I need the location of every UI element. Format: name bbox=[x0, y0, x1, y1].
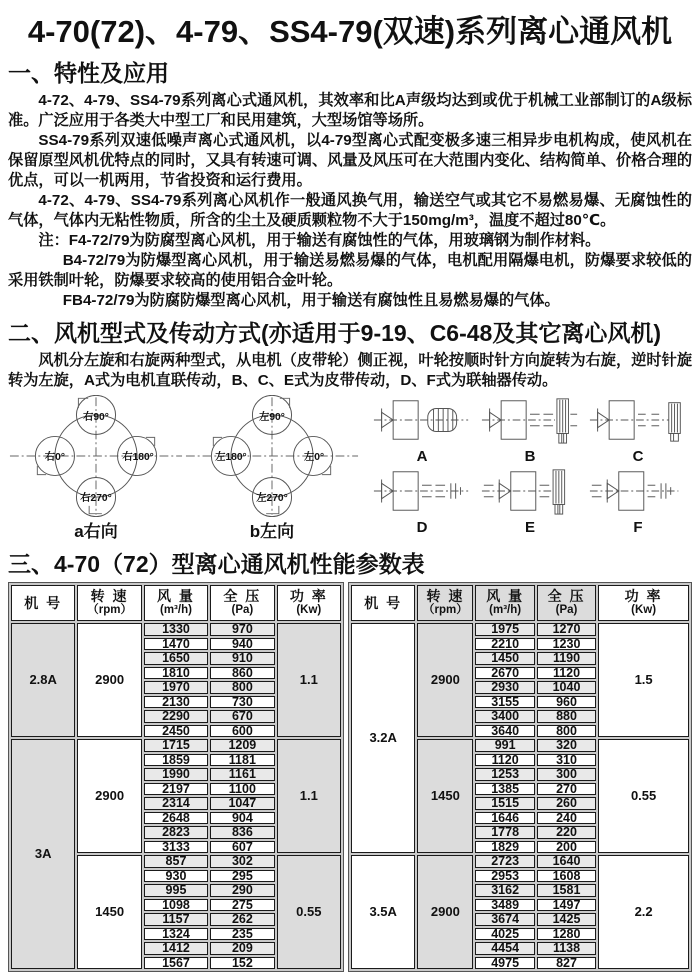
pressure-cell: 1120 bbox=[537, 667, 596, 680]
airflow-cell: 2210 bbox=[475, 638, 534, 651]
pressure-cell: 827 bbox=[537, 957, 596, 970]
angle-label: 左180° bbox=[215, 451, 247, 463]
power-cell: 2.2 bbox=[598, 855, 689, 969]
column-header bbox=[210, 585, 274, 621]
performance-tables bbox=[8, 582, 692, 972]
drive-type-c bbox=[584, 395, 692, 464]
airflow-cell: 2314 bbox=[144, 797, 208, 810]
fan-rotation-right-diagram bbox=[8, 395, 184, 517]
pressure-cell: 1181 bbox=[210, 754, 274, 767]
airflow-cell: 4025 bbox=[475, 928, 534, 941]
speed-cell: 2900 bbox=[77, 739, 141, 853]
speed-cell: 1450 bbox=[77, 855, 141, 969]
column-label: 风 量 bbox=[157, 588, 195, 604]
fan-rotation-left-diagram bbox=[184, 395, 360, 517]
airflow-cell: 1324 bbox=[144, 928, 208, 941]
column-header bbox=[277, 585, 341, 621]
pressure-cell: 275 bbox=[210, 899, 274, 912]
column-label: 转 速 bbox=[90, 588, 129, 604]
pressure-cell: 1100 bbox=[210, 783, 274, 796]
column-header bbox=[475, 585, 534, 621]
airflow-cell: 1646 bbox=[475, 812, 534, 825]
column-unit: (Pa) bbox=[231, 604, 254, 616]
speed-cell: 2900 bbox=[77, 623, 141, 737]
airflow-cell: 1098 bbox=[144, 899, 208, 912]
drive-letter: D bbox=[416, 519, 428, 536]
diagrams-section bbox=[8, 395, 692, 542]
pressure-cell: 1280 bbox=[537, 928, 596, 941]
table-row bbox=[11, 623, 341, 636]
airflow-cell: 1253 bbox=[475, 768, 534, 781]
column-label: 风 量 bbox=[486, 588, 525, 604]
airflow-cell: 2953 bbox=[475, 870, 534, 883]
drive-letter: A bbox=[416, 448, 428, 465]
pressure-cell: 1497 bbox=[537, 899, 596, 912]
direct-drive-diagram bbox=[372, 395, 472, 445]
pressure-cell: 600 bbox=[210, 725, 274, 738]
angle-label: 左0° bbox=[304, 451, 325, 463]
pressure-cell: 310 bbox=[537, 754, 596, 767]
pressure-cell: 910 bbox=[210, 652, 274, 665]
pressure-cell: 152 bbox=[210, 957, 274, 970]
page-title: 4-70(72)、4-79、SS4-79(双速)系列离心通风机 bbox=[27, 14, 673, 49]
pressure-cell: 220 bbox=[537, 826, 596, 839]
pressure-cell: 240 bbox=[537, 812, 596, 825]
airflow-cell: 2648 bbox=[144, 812, 208, 825]
column-label: 全 压 bbox=[547, 588, 586, 604]
column-header bbox=[417, 585, 473, 621]
airflow-cell: 2197 bbox=[144, 783, 208, 796]
coupling-drive-diagram bbox=[372, 466, 472, 516]
drive-type-f bbox=[584, 466, 692, 535]
angle-label: 左90° bbox=[259, 411, 285, 423]
airflow-cell: 1975 bbox=[475, 623, 534, 636]
airflow-cell: 1412 bbox=[144, 942, 208, 955]
power-cell: 0.55 bbox=[277, 855, 341, 969]
airflow-cell: 1450 bbox=[475, 652, 534, 665]
header-row bbox=[11, 585, 341, 621]
pressure-cell: 836 bbox=[210, 826, 274, 839]
column-unit: (Pa) bbox=[555, 604, 578, 616]
pressure-cell: 670 bbox=[210, 710, 274, 723]
rotation-caption-right: a右向 bbox=[74, 522, 118, 541]
rotation-diagrams bbox=[8, 395, 360, 542]
pressure-cell: 1161 bbox=[210, 768, 274, 781]
airflow-cell: 1650 bbox=[144, 652, 208, 665]
airflow-cell: 857 bbox=[144, 855, 208, 868]
pressure-cell: 800 bbox=[210, 681, 274, 694]
airflow-cell: 3489 bbox=[475, 899, 534, 912]
pressure-cell: 262 bbox=[210, 913, 274, 926]
column-label: 全 压 bbox=[223, 588, 262, 604]
pressure-cell: 295 bbox=[210, 870, 274, 883]
column-unit: (m³/h) bbox=[160, 604, 192, 616]
power-cell: 1.5 bbox=[598, 623, 689, 737]
airflow-cell: 3640 bbox=[475, 725, 534, 738]
airflow-cell: 3155 bbox=[475, 696, 534, 709]
pressure-cell: 1425 bbox=[537, 913, 596, 926]
pressure-cell: 1608 bbox=[537, 870, 596, 883]
pressure-cell: 209 bbox=[210, 942, 274, 955]
airflow-cell: 1859 bbox=[144, 754, 208, 767]
airflow-cell: 2130 bbox=[144, 696, 208, 709]
column-label: 转 速 bbox=[426, 588, 465, 604]
pressure-cell: 1190 bbox=[537, 652, 596, 665]
column-unit: (m³/h) bbox=[489, 604, 522, 616]
speed-cell: 2900 bbox=[417, 855, 473, 969]
header-row bbox=[351, 585, 689, 621]
pressure-cell: 940 bbox=[210, 638, 274, 651]
airflow-cell: 3133 bbox=[144, 841, 208, 854]
airflow-cell: 1470 bbox=[144, 638, 208, 651]
pressure-cell: 260 bbox=[537, 797, 596, 810]
airflow-cell: 2450 bbox=[144, 725, 208, 738]
pressure-cell: 320 bbox=[537, 739, 596, 752]
drive-type-b bbox=[476, 395, 584, 464]
airflow-cell: 1715 bbox=[144, 739, 208, 752]
airflow-cell: 2670 bbox=[475, 667, 534, 680]
section1-note: FB4-72/79为防腐防爆型离心风机，用于输送有腐蚀性且易燃易爆的气体。 bbox=[62, 292, 560, 309]
pressure-cell: 1640 bbox=[537, 855, 596, 868]
performance-table-2 bbox=[348, 582, 692, 972]
airflow-cell: 1778 bbox=[475, 826, 534, 839]
airflow-cell: 1157 bbox=[144, 913, 208, 926]
drive-type-a bbox=[368, 395, 476, 464]
angle-label: 右0° bbox=[44, 451, 65, 463]
airflow-cell: 4454 bbox=[475, 942, 534, 955]
column-header bbox=[598, 585, 689, 621]
column-label: 机 号 bbox=[24, 594, 63, 611]
power-cell: 1.1 bbox=[277, 623, 341, 737]
airflow-cell: 1385 bbox=[475, 783, 534, 796]
drive-letter: F bbox=[633, 519, 643, 536]
model-cell: 3.5A bbox=[351, 855, 415, 969]
performance-table-1 bbox=[8, 582, 344, 972]
column-header bbox=[351, 585, 415, 621]
pressure-cell: 607 bbox=[210, 841, 274, 854]
model-cell: 3.2A bbox=[351, 623, 415, 853]
column-label: 机 号 bbox=[364, 594, 403, 611]
table-row bbox=[351, 855, 689, 868]
airflow-cell: 3674 bbox=[475, 913, 534, 926]
section3-heading: 三、4-70（72）型离心通风机性能参数表 bbox=[8, 551, 425, 577]
drive-type-e bbox=[476, 466, 584, 535]
column-unit: （rpm） bbox=[423, 604, 468, 616]
pressure-cell: 1581 bbox=[537, 884, 596, 897]
airflow-cell: 1990 bbox=[144, 768, 208, 781]
pressure-cell: 1040 bbox=[537, 681, 596, 694]
pressure-cell: 1047 bbox=[210, 797, 274, 810]
rotation-diagram-left bbox=[184, 395, 360, 542]
airflow-cell: 1970 bbox=[144, 681, 208, 694]
drive-type-d bbox=[368, 466, 476, 535]
pressure-cell: 300 bbox=[537, 768, 596, 781]
pressure-cell: 1138 bbox=[537, 942, 596, 955]
airflow-cell: 991 bbox=[475, 739, 534, 752]
pressure-cell: 270 bbox=[537, 783, 596, 796]
belt-drive-diagram bbox=[480, 395, 580, 445]
section1-paragraph: SS4-79系列双速低噪声离心式通风机，以4-79型离心式配变极多速三相异步电机构成，使风机在保留原型风机优特点的同时，又具有转速可调、风量及风压可在大范围内变化、结构简单、价格合理的优点，可以一机两用，节省投资和运行费用。 bbox=[8, 132, 692, 189]
section1-note: B4-72/79为防爆型离心风机，用于输送易燃易爆的气体，电机配用隔爆电机，防爆要求较低的采用铁制叶轮，防爆要求较高的使用铝合金叶轮。 bbox=[8, 252, 692, 289]
pressure-cell: 200 bbox=[537, 841, 596, 854]
pressure-cell: 904 bbox=[210, 812, 274, 825]
airflow-cell: 930 bbox=[144, 870, 208, 883]
pressure-cell: 1230 bbox=[537, 638, 596, 651]
column-header bbox=[77, 585, 141, 621]
airflow-cell: 1829 bbox=[475, 841, 534, 854]
model-cell: 3A bbox=[11, 739, 75, 969]
section2-paragraph: 风机分左旋和右旋两种型式，从电机（皮带轮）侧正视，叶轮按顺时针方向旋转为右旋，逆时针旋转为左旋，A式为电机直联传动，B、C、E式为皮带传动，D、F式为联轴器传动。 bbox=[8, 352, 692, 389]
coupling-drive-diagram bbox=[588, 466, 688, 516]
column-header bbox=[537, 585, 596, 621]
pressure-cell: 1209 bbox=[210, 739, 274, 752]
pressure-cell: 960 bbox=[537, 696, 596, 709]
model-cell: 2.8A bbox=[11, 623, 75, 737]
section2-heading: 二、风机型式及传动方式(亦适用于9-19、C6-48及其它离心风机) bbox=[8, 320, 661, 346]
pressure-cell: 800 bbox=[537, 725, 596, 738]
belt-drive-diagram bbox=[480, 466, 580, 516]
table-row bbox=[351, 623, 689, 636]
airflow-cell: 1515 bbox=[475, 797, 534, 810]
section1-heading: 一、特性及应用 bbox=[8, 60, 169, 86]
column-label: 功 率 bbox=[289, 588, 328, 604]
drive-letter: B bbox=[524, 448, 536, 465]
section1-paragraph: 4-72、4-79、SS4-79系列离心式通风机，其效率和比A声级均达到或优于机械工业部制订的A级标准。广泛应用于各类大中型工厂和民用建筑，大型场馆等场所。 bbox=[8, 92, 692, 129]
airflow-cell: 2823 bbox=[144, 826, 208, 839]
power-cell: 0.55 bbox=[598, 739, 689, 853]
airflow-cell: 2290 bbox=[144, 710, 208, 723]
airflow-cell: 995 bbox=[144, 884, 208, 897]
airflow-cell: 4975 bbox=[475, 957, 534, 970]
drive-letter: E bbox=[524, 519, 535, 536]
pressure-cell: 1270 bbox=[537, 623, 596, 636]
speed-cell: 1450 bbox=[417, 739, 473, 853]
column-header bbox=[11, 585, 75, 621]
pressure-cell: 730 bbox=[210, 696, 274, 709]
pressure-cell: 880 bbox=[537, 710, 596, 723]
pressure-cell: 860 bbox=[210, 667, 274, 680]
rotation-diagram-right bbox=[8, 395, 184, 542]
table-row bbox=[11, 739, 341, 752]
airflow-cell: 3162 bbox=[475, 884, 534, 897]
rotation-caption-left: b左向 bbox=[249, 522, 295, 541]
airflow-cell: 2930 bbox=[475, 681, 534, 694]
column-unit: (Kw) bbox=[631, 604, 657, 616]
angle-label: 左270° bbox=[256, 492, 288, 504]
drive-type-diagrams bbox=[368, 395, 692, 535]
column-unit: （rpm） bbox=[87, 604, 132, 616]
angle-label: 右90° bbox=[83, 411, 109, 423]
power-cell: 1.1 bbox=[277, 739, 341, 853]
pressure-cell: 290 bbox=[210, 884, 274, 897]
section1-paragraph: 4-72、4-79、SS4-79系列离心风机作一般通风换气用，输送空气或其它不易燃易爆、无腐蚀性的气体，气体内无粘性物质，所含的尘土及硬质颗粒物不大于150mg/m³，温度不超过80℃。 bbox=[8, 192, 692, 229]
drive-letter: C bbox=[632, 448, 644, 465]
pressure-cell: 970 bbox=[210, 623, 274, 636]
section1-note: 注：F4-72/79为防腐型离心风机，用于输送有腐蚀性的气体，用玻璃钢为制作材料。 bbox=[38, 232, 601, 249]
pressure-cell: 302 bbox=[210, 855, 274, 868]
airflow-cell: 1567 bbox=[144, 957, 208, 970]
airflow-cell: 2723 bbox=[475, 855, 534, 868]
column-label: 功 率 bbox=[624, 588, 663, 604]
angle-label: 右270° bbox=[80, 492, 112, 504]
airflow-cell: 1810 bbox=[144, 667, 208, 680]
angle-label: 右180° bbox=[122, 451, 154, 463]
speed-cell: 2900 bbox=[417, 623, 473, 737]
pressure-cell: 235 bbox=[210, 928, 274, 941]
belt-drive-diagram bbox=[588, 395, 688, 445]
column-unit: (Kw) bbox=[296, 604, 322, 616]
column-header bbox=[144, 585, 208, 621]
airflow-cell: 1120 bbox=[475, 754, 534, 767]
airflow-cell: 3400 bbox=[475, 710, 534, 723]
airflow-cell: 1330 bbox=[144, 623, 208, 636]
